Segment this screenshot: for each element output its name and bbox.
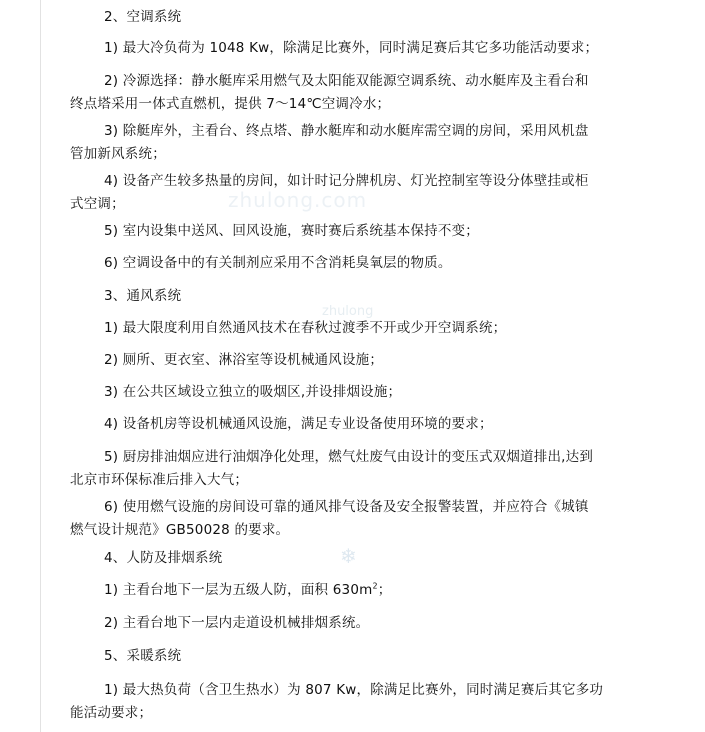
paragraph (104, 579, 391, 601)
paragraph-continuation: 式空调； (70, 196, 125, 212)
paragraph-continuation: 终点塔采用一体式直燃机，提供 7～14℃空调冷水； (70, 96, 391, 112)
paragraph: 2) 主看台地下一层内走道设机械排烟系统。 (104, 615, 370, 631)
paragraph-continuation: 管加新风系统； (70, 146, 166, 162)
watermark-text: zhulong.com (228, 188, 368, 212)
paragraph: 3) 在公共区域设立独立的吸烟区,并设排烟设施； (104, 384, 402, 400)
paragraph: 5) 室内设集中送风、回风设施，赛时赛后系统基本保持不变； (104, 223, 479, 239)
paragraph: 5) 厨房排油烟应进行油烟净化处理，燃气灶废气由设计的变压式双烟道排出,达到 (104, 449, 594, 465)
paragraph-text: 1) 主看台地下一层为五级人防，面积 630m (104, 582, 373, 598)
paragraph: 1) 最大热负荷（含卫生热水）为 807 Kw，除满足比赛外，同时满足赛后其它多功 (104, 682, 604, 698)
paragraph: 3) 除艇库外，主看台、终点塔、静水艇库和动水艇库需空调的房间，采用风机盘 (104, 123, 589, 139)
paragraph-continuation: 能活动要求； (70, 705, 153, 721)
paragraph: 4) 设备机房等设机械通风设施，满足专业设备使用环境的要求； (104, 416, 493, 432)
paragraph: 2) 厕所、更衣室、淋浴室等设机械通风设施； (104, 352, 384, 368)
watermark-subtext: zhulong (322, 304, 374, 319)
section-heading-heating: 5、采暖系统 (104, 648, 182, 664)
section-heading-ventilation: 3、通风系统 (104, 288, 182, 304)
paragraph: 1) 最大冷负荷为 1048 Kw，除满足比赛外，同时满足赛后其它多功能活动要求； (104, 40, 599, 56)
section-heading-civil-defense: 4、人防及排烟系统 (104, 550, 223, 566)
section-heading-aircon: 2、空调系统 (104, 9, 182, 25)
paragraph: 4) 设备产生较多热量的房间，如计时记分牌机房、灯光控制室等设分体壁挂或柜 (104, 173, 589, 189)
paragraph: 6) 使用燃气设施的房间设可靠的通风排气设备及安全报警装置，并应符合《城镇 (104, 499, 589, 515)
superscript: 2 (372, 581, 378, 591)
paragraph-continuation: 北京市环保标准后排入大气； (70, 472, 249, 488)
paragraph-continuation: 燃气设计规范》GB50028 的要求。 (70, 522, 290, 538)
page-margin-line (40, 0, 41, 732)
paragraph: 6) 空调设备中的有关制剂应采用不含消耗臭氧层的物质。 (104, 255, 452, 271)
paragraph: 1) 最大限度利用自然通风技术在春秋过渡季不开或少开空调系统； (104, 320, 507, 336)
snowflake-icon: ❄ (340, 544, 357, 568)
paragraph: 2) 冷源选择：静水艇库采用燃气及太阳能双能源空调系统、动水艇库及主看台和 (104, 73, 589, 89)
paragraph-text: ； (377, 582, 392, 598)
